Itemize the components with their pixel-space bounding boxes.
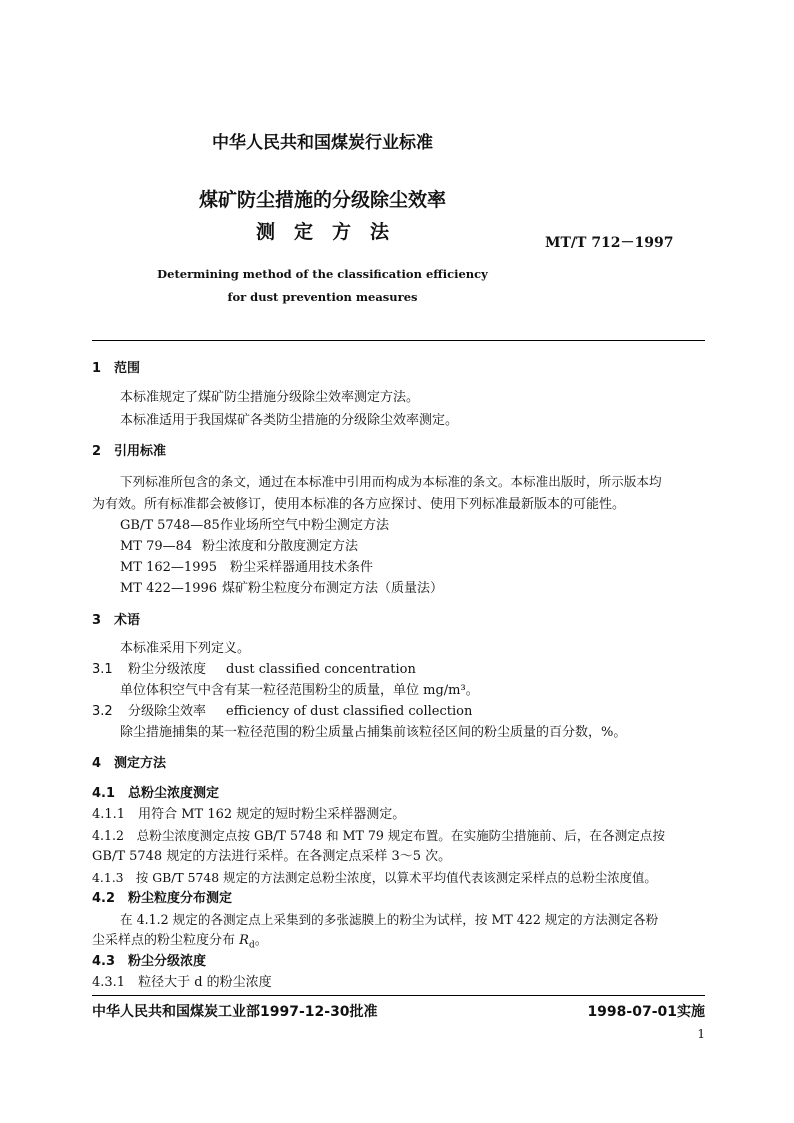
reference-item — [120, 515, 389, 537]
symbol-r: R — [239, 933, 249, 948]
reference-code: MT 162—1995 — [120, 560, 218, 575]
section-1-para-2: 本标准适用于我国煤矿各类防尘措施的分级除尘效率测定。 — [120, 413, 459, 428]
clause-end: 。 — [254, 933, 268, 948]
reference-code: GB/T 5748—85 — [120, 518, 220, 533]
title-line-1: 煤矿防尘措施的分级除尘效率 — [198, 189, 446, 211]
title-line-2: 测 定 方 法 — [255, 221, 389, 243]
reference-code: MT 79—84 — [120, 539, 193, 554]
section-2-heading: 2 引用标准 — [92, 444, 167, 459]
reference-name: 作业场所空气中粉尘测定方法 — [220, 518, 390, 533]
clause-4-1-2-line-2: GB/T 5748 规定的方法进行采样。在各测定点采样 3～5 次。 — [92, 849, 452, 864]
standard-number-text: MT/T 712－1997 — [545, 235, 674, 251]
subsection-4-1-heading: 4.1 总粉尘浓度测定 — [92, 786, 220, 801]
term-3-2-definition: 除尘措施捕集的某一粒径范围的粉尘质量占捕集前该粒径区间的粉尘质量的百分数，%。 — [120, 725, 627, 740]
standard-number — [545, 232, 674, 252]
term-name: 粉尘分级浓度 — [128, 662, 207, 677]
term-3-1-definition: 单位体积空气中含有某一粒径范围粉尘的质量，单位 mg/m³。 — [120, 683, 479, 698]
english-title-line-2: for dust prevention measures — [227, 290, 418, 304]
clause-text: 尘采样点的粉尘粒度分布 — [92, 933, 240, 948]
term-english: efficiency of dust classified collection — [226, 704, 473, 719]
reference-item — [120, 557, 373, 579]
reference-name: 粉尘采样器通用技术条件 — [230, 560, 374, 575]
clause-4-1-1: 4.1.1 用符合 MT 162 规定的短时粉尘采样器测定。 — [92, 807, 406, 822]
symbol-subscript: d — [248, 940, 255, 951]
english-title-line-1: Determining method of the classification efficiency — [157, 267, 488, 281]
section-4-heading: 4 测定方法 — [92, 756, 167, 771]
header-divider — [92, 340, 705, 341]
term-number: 3.1 — [92, 662, 113, 677]
term-name: 分级除尘效率 — [128, 704, 207, 719]
clause-4-1-3: 4.1.3 按 GB/T 5748 规定的方法测定总粉尘浓度，以算术平均值代表该测定采样点的总粉尘浓度值。 — [92, 870, 657, 885]
reference-name: 粉尘浓度和分散度测定方法 — [202, 539, 359, 554]
org-title: 中华人民共和国煤炭行业标准 — [212, 133, 433, 153]
section-2-intro-line-2: 为有效。所有标准都会被修订，使用本标准的各方应探讨、使用下列标准最新版本的可能性。 — [92, 497, 626, 512]
subsection-4-3-heading: 4.3 粉尘分级浓度 — [92, 954, 207, 969]
reference-code: MT 422—1996 — [120, 581, 218, 596]
effective-date: 1998-07-01实施 — [587, 1004, 705, 1020]
section-3-heading: 3 术语 — [92, 613, 141, 628]
clause-4-1-2-line-1: 4.1.2 总粉尘浓度测定点按 GB/T 5748 和 MT 79 规定布置。在实施防尘措施前、后，在各测定点按 — [92, 828, 665, 843]
reference-item — [120, 578, 443, 600]
term-number: 3.2 — [92, 704, 113, 719]
section-1-heading: 1 范围 — [92, 361, 141, 376]
footer-divider — [92, 995, 705, 996]
clause-4-3-1: 4.3.1 粒径大于 d 的粉尘浓度 — [92, 975, 272, 990]
term-3-2 — [92, 701, 472, 723]
term-english: dust classified concentration — [226, 662, 416, 677]
subsection-4-2-heading: 4.2 粉尘粒度分布测定 — [92, 891, 233, 906]
page-number: 1 — [697, 1027, 705, 1041]
reference-name: 煤矿粉尘粒度分布测定方法（质量法） — [222, 581, 444, 596]
term-3-1 — [92, 659, 416, 681]
reference-item — [120, 536, 358, 558]
section-3-intro: 本标准采用下列定义。 — [120, 641, 251, 656]
clause-4-2-line-1: 在 4.1.2 规定的各测定点上采集到的多张滤膜上的粉尘为试样，按 MT 422 规定的方法测定各粉 — [120, 912, 659, 927]
section-2-intro-line-1: 下列标准所包含的条文，通过在本标准中引用而构成为本标准的条文。本标准出版时，所示版本均 — [120, 474, 662, 489]
section-1-para-1: 本标准规定了煤矿防尘措施分级除尘效率测定方法。 — [120, 390, 420, 405]
approval-line: 中华人民共和国煤炭工业部1997-12-30批准 — [92, 1004, 378, 1020]
